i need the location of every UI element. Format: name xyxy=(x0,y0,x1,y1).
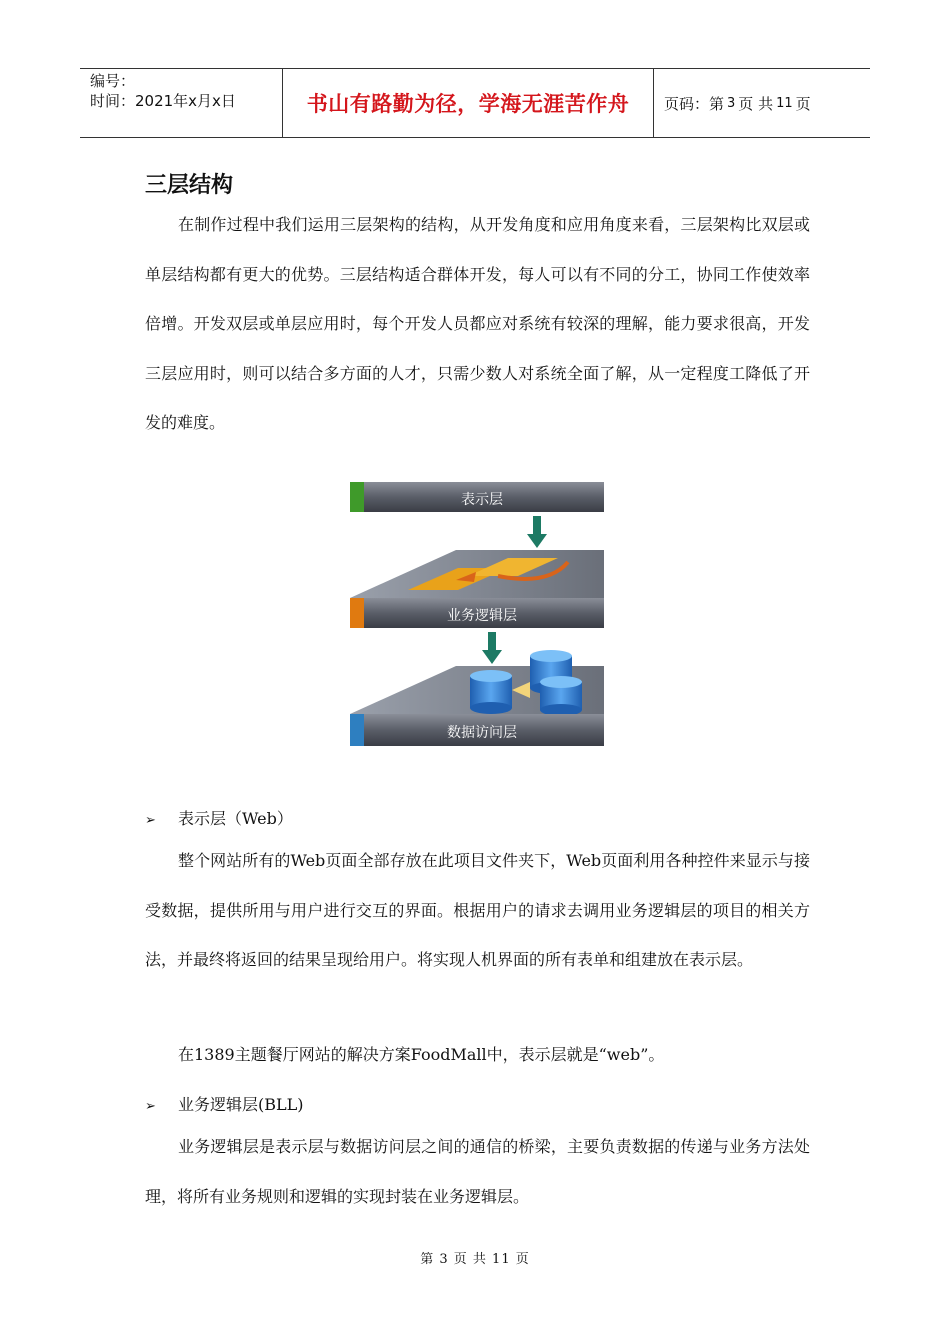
para-presentation-2: 在1389主题餐厅网站的解决方案FoodMall中，表示层就是“web”。 xyxy=(178,1045,665,1064)
header-meta xyxy=(80,69,282,137)
para-business: 业务逻辑层是表示层与数据访问层之间的通信的桥梁，主要负责数据的传递与业务方法处理，将所有业务规则和逻辑的实现封装在业务逻辑层。 xyxy=(145,1137,810,1206)
business-layer xyxy=(350,550,604,628)
page-suffix: 页 xyxy=(795,94,811,113)
presentation-marker xyxy=(350,482,364,512)
header-page-number xyxy=(654,69,870,137)
arrow-down-icon xyxy=(527,516,547,548)
bullet-arrow-icon: ➢ xyxy=(145,813,156,828)
para-presentation-1: 整个网站所有的Web页面全部存放在此项目文件夹下，Web页面利用各种控件来显示与接受数据，提供所用与用户进行交互的界面。根据用户的请求去调用业务逻辑层的项目的相关方法，并最终将返回的结果呈现给用户。将实现人机界面的所有表单和组建放在表示层。 xyxy=(145,851,810,969)
header-number: 编号： xyxy=(90,72,136,90)
presentation-label: 表示层 xyxy=(461,492,503,508)
arrow-down-icon xyxy=(482,632,502,664)
intro-paragraph: 在制作过程中我们运用三层架构的结构，从开发角度和应用角度来看，三层架构比双层或单层结构都有更大的优势。三层结构适合群体开发，每人可以有不同的分工，协同工作使效率倍增。开发双层或单层应用时，每个开发人员都应对系统有较深的理解，能力要求很高，开发三层应用时，则可以结合多方面的人才，只需少数人对系统全面了解，从一定程度工降低了开发的难度。 xyxy=(145,215,810,432)
bullet-business xyxy=(145,1092,304,1115)
three-tier-diagram xyxy=(348,476,606,748)
page-prefix: 页码：第 xyxy=(664,94,725,113)
data-layer xyxy=(350,650,604,746)
page-mid: 页 共 xyxy=(738,94,774,113)
page-footer: 第 3 页 共 11 页 xyxy=(420,1252,530,1267)
header-motto: 书山有路勤为径，学海无涯苦作舟 xyxy=(282,69,654,137)
bullet-presentation-title: 表示层（Web） xyxy=(178,809,293,828)
diagram-svg xyxy=(348,476,606,748)
bullet-arrow-icon: ➢ xyxy=(145,1099,156,1114)
page-total: 11 xyxy=(776,95,793,111)
presentation-layer xyxy=(350,482,604,512)
database-icon xyxy=(540,676,582,716)
bullet-business-title: 业务逻辑层(BLL) xyxy=(178,1095,304,1114)
section-title: 三层结构 xyxy=(145,173,234,198)
page-current: 3 xyxy=(727,95,736,111)
bullet-presentation xyxy=(145,806,293,829)
data-label: 数据访问层 xyxy=(447,725,517,741)
business-label: 业务逻辑层 xyxy=(447,608,517,624)
business-marker xyxy=(350,598,364,628)
header-time: 时间：2021年x月x日 xyxy=(90,92,236,110)
data-marker xyxy=(350,714,364,746)
database-icon xyxy=(470,670,512,714)
page-header xyxy=(80,68,870,138)
